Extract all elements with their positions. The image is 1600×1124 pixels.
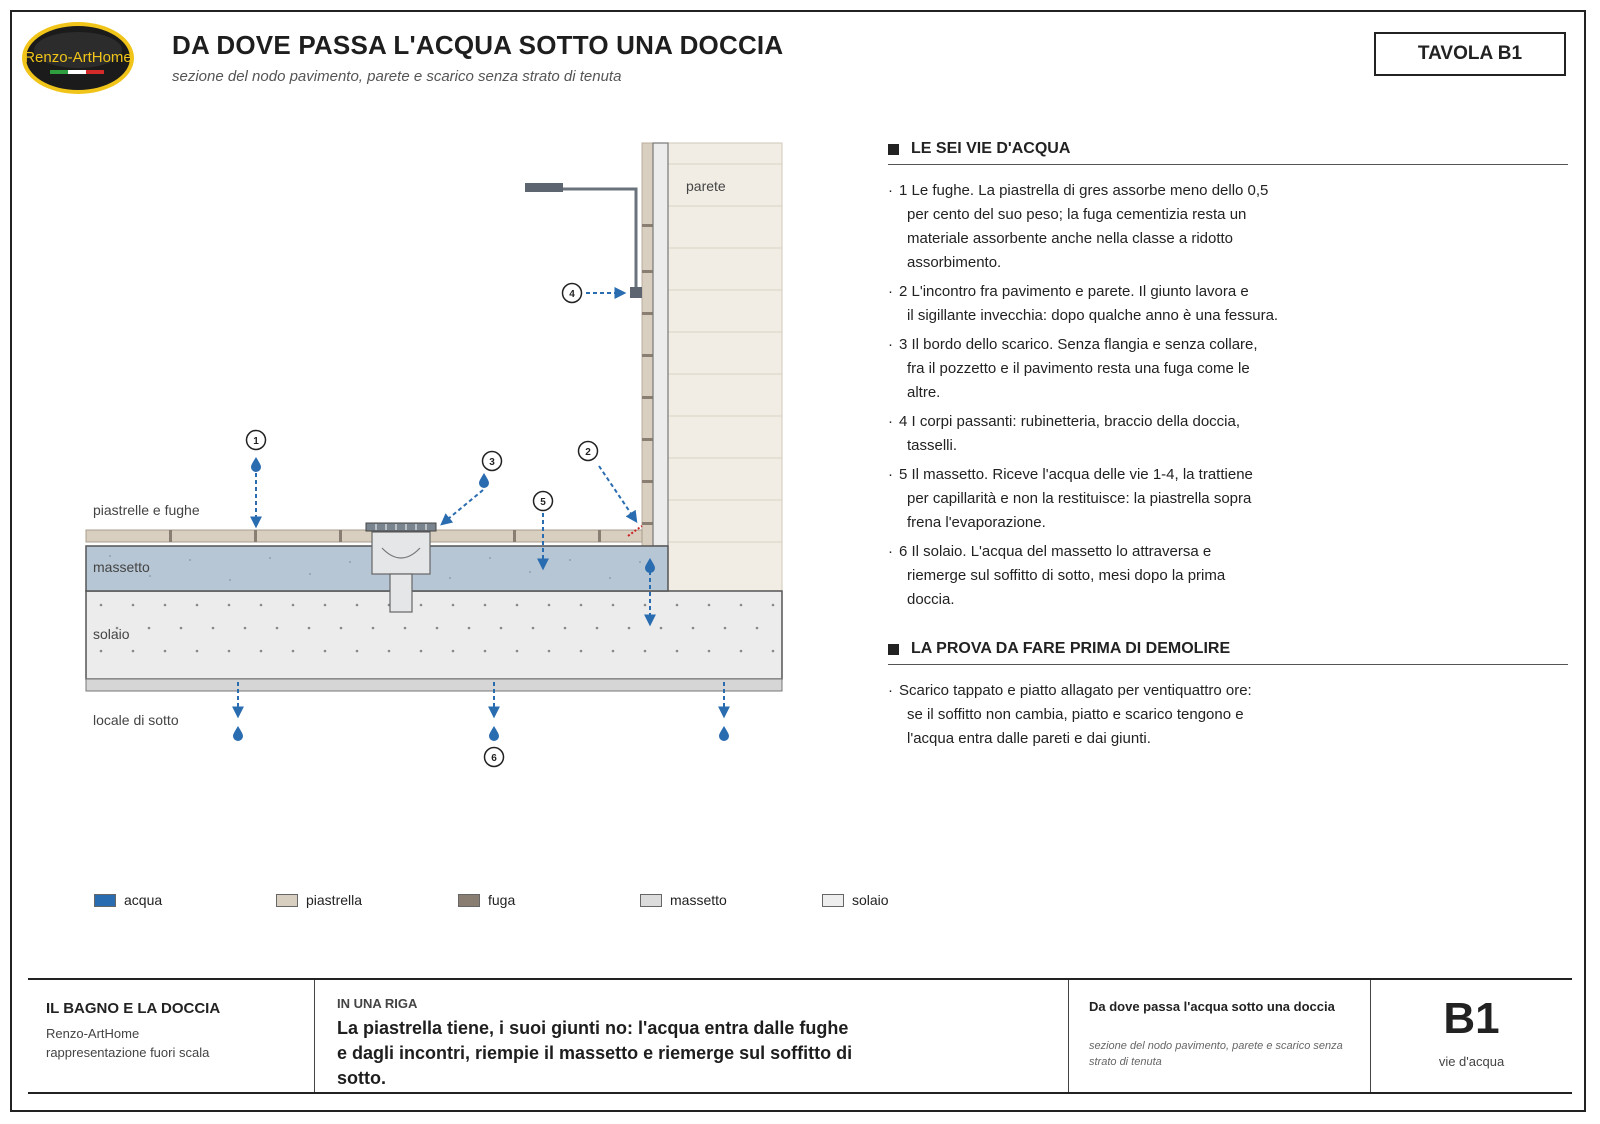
list-item-text: l'acqua entra dalle pareti e dai giunti. [907, 730, 1151, 747]
list-item-text: 2 L'incontro fra pavimento e parete. Il giunto lavora e [899, 283, 1249, 300]
marker-6 [485, 748, 504, 767]
footer-author: Renzo-ArtHome [46, 1026, 140, 1041]
list-item-text: 1 Le fughe. La piastrella di gres assorbe meno dello 0,5 [899, 182, 1269, 199]
footer-sheet-title: Da dove passa l'acqua sotto una doccia [1089, 999, 1335, 1014]
list-item-text: 3 Il bordo dello scarico. Senza flangia e senza collare, [899, 336, 1258, 353]
footer-summary-text: La piastrella tiene, i suoi giunti no: l'acqua entra dalle fughe e dagli incontri, riempie il massetto e riemerge sul soffitto di sotto. [337, 1018, 853, 1088]
list-item-text: Scarico tappato e piatto allagato per ventiquattro ore: [899, 682, 1252, 699]
text-column [888, 140, 1568, 756]
legend-item-fuga: fuga [458, 892, 515, 908]
footer-sheet-code-sub: vie d'acqua [1438, 1054, 1505, 1069]
marker-2 [579, 442, 598, 461]
square-bullet-icon [888, 644, 899, 655]
floor-tiles [86, 530, 642, 542]
dot-bullet-icon: · [888, 682, 893, 699]
marker-4 [563, 284, 582, 303]
section-diagram [0, 0, 880, 940]
legend-item-piastrella: piastrella [276, 892, 362, 908]
label-locale: locale di sotto [93, 712, 179, 728]
legend-item-acqua: acqua [94, 892, 162, 908]
marker-3 [483, 452, 502, 471]
logo-text: Renzo-ArtHome [24, 49, 132, 66]
legend-swatch [94, 894, 116, 907]
list-item-text: per cento del suo peso; la fuga cementizia resta un [907, 206, 1247, 223]
dot-bullet-icon: · [888, 543, 893, 560]
svg-text:5: 5 [540, 497, 546, 508]
page-subtitle: sezione del nodo pavimento, parete e scarico senza strato di tenuta [172, 68, 622, 85]
list-item [888, 280, 1339, 328]
svg-text:3: 3 [489, 457, 495, 468]
footer-cell-summary [314, 980, 1068, 1092]
svg-text:6: 6 [491, 753, 497, 764]
tavola-label: TAVOLA B1 [1374, 32, 1566, 76]
list-item-text: altre. [907, 384, 941, 401]
legend-swatch [640, 894, 662, 907]
title-block [28, 978, 1572, 1094]
list-item [888, 463, 1339, 535]
vie-list [888, 179, 1568, 612]
prova-list [888, 679, 1568, 751]
footer-cell-series [28, 980, 314, 1092]
footer-sheet-code: B1 [1443, 994, 1500, 1043]
list-item-text: tasselli. [907, 437, 958, 454]
list-item-text: il sigillante invecchia: dopo qualche anno è una fessura. [907, 307, 1279, 324]
page-title: DA DOVE PASSA L'ACQUA SOTTO UNA DOCCIA [172, 30, 784, 60]
marker-1 [247, 431, 266, 450]
list-item-text: 4 I corpi passanti: rubinetteria, braccio della doccia, [899, 413, 1241, 430]
legend [94, 892, 914, 916]
list-item-text: fra il pozzetto e il pavimento resta una fuga come le [907, 360, 1250, 377]
legend-item-massetto: massetto [640, 892, 727, 908]
label-parete: parete [686, 178, 726, 194]
footer-summary-title: IN UNA RIGA [337, 996, 418, 1011]
list-item-text: assorbimento. [907, 254, 1002, 271]
label-piastrelle: piastrelle e fughe [93, 502, 200, 518]
list-item [888, 333, 1339, 405]
marker-5 [534, 492, 553, 511]
footer-cell-code [1370, 980, 1572, 1092]
legend-swatch [276, 894, 298, 907]
list-item-text: 6 Il solaio. L'acqua del massetto lo attraversa e [899, 543, 1212, 560]
list-item-text: se il soffitto non cambia, piatto e scarico tengono e [907, 706, 1244, 723]
svg-text:4: 4 [569, 289, 575, 300]
section-vie-heading: LE SEI VIE D'ACQUA [888, 140, 1568, 165]
section-prova-heading: LA PROVA DA FARE PRIMA DI DEMOLIRE [888, 640, 1568, 665]
wall [642, 143, 782, 591]
list-item [888, 679, 1339, 751]
svg-text:2: 2 [585, 447, 591, 458]
footer-sheet-subtitle: sezione del nodo pavimento, parete e scarico senza strato di tenuta [1089, 1040, 1343, 1068]
list-item-text: riemerge sul soffitto di sotto, mesi dopo la prima [907, 567, 1226, 584]
dot-bullet-icon: · [888, 283, 893, 300]
svg-text:1: 1 [253, 436, 259, 447]
list-item [888, 179, 1339, 275]
shower-arm [525, 183, 642, 298]
square-bullet-icon [888, 144, 899, 155]
list-item-text: doccia. [907, 591, 955, 608]
footer-scale-note: rappresentazione fuori scala [46, 1045, 210, 1060]
list-item [888, 410, 1339, 458]
dot-bullet-icon: · [888, 336, 893, 353]
dot-bullet-icon: · [888, 466, 893, 483]
list-item-text: materiale assorbente anche nella classe a ridotto [907, 230, 1234, 247]
label-solaio: solaio [93, 626, 130, 642]
list-item-text: 5 Il massetto. Riceve l'acqua delle vie 1-4, la trattiene [899, 466, 1253, 483]
dot-bullet-icon: · [888, 413, 893, 430]
footer-series-title: IL BAGNO E LA DOCCIA [46, 1000, 221, 1017]
legend-swatch [822, 894, 844, 907]
list-item-text: frena l'evaporazione. [907, 514, 1046, 531]
label-massetto: massetto [93, 559, 150, 575]
solaio-layer [86, 591, 782, 691]
dot-bullet-icon: · [888, 182, 893, 199]
list-item [888, 540, 1339, 612]
legend-swatch [458, 894, 480, 907]
footer-cell-sheet-title [1068, 980, 1370, 1092]
list-item-text: per capillarità e non la restituisce: la piastrella sopra [907, 490, 1252, 507]
legend-item-solaio: solaio [822, 892, 889, 908]
